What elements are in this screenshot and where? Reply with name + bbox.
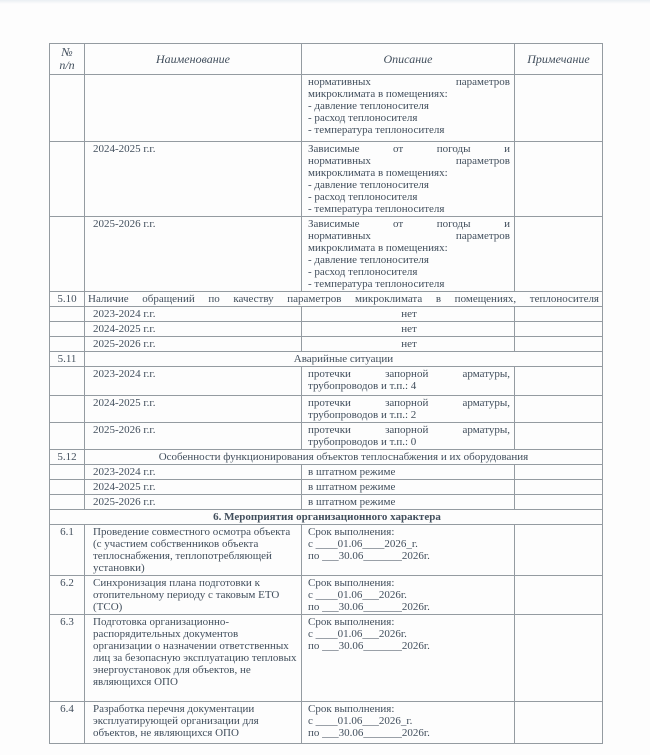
num-cell-empty [50,142,85,217]
section-number: 5.11 [50,352,85,367]
section-510-title-row [50,292,603,307]
description-line: микроклимата в помещениях: [308,88,448,100]
note-cell-empty [515,367,603,396]
item-number: 6.1 [50,525,85,576]
description-line: протечки запорной арматуры, [308,368,510,380]
table-row-2025-2026 [50,217,603,292]
table-row [50,495,603,510]
table-row-6-3 [50,615,603,702]
item-number: 6.4 [50,702,85,744]
name-cell-empty [85,75,302,142]
section-title: Особенности функционирования объектов теплоснабжения и их оборудования [85,450,603,465]
description-cell [302,702,515,744]
table-row [50,367,603,396]
year-cell: 2025-2026 г.г. [85,337,302,352]
description-line: - температура теплоносителя [308,124,445,136]
num-cell-empty [50,75,85,142]
item-name-cell: Подготовка организационно-распорядительных документов организации о назначении ответственных лиц за безопасную эксплуатацию тепловых энергоустановок для объектов, не являющихся ОПО [85,615,302,702]
table-row-6-4 [50,702,603,744]
table-row [50,423,603,450]
term-from: с ____01.06___2026_г. [308,715,413,727]
term-label: Срок выполнения: [308,577,395,589]
note-cell-empty [515,525,603,576]
table-row [50,480,603,495]
description-cell [302,423,515,450]
term-to: по ___30.06_______2026г. [308,601,430,613]
description-line: Зависимые от погоды и [308,143,510,155]
description-line: - расход теплоносителя [308,112,418,124]
year-cell: 2024-2025 г.г. [85,322,302,337]
section-6-heading-row [50,510,603,525]
term-label: Срок выполнения: [308,526,395,538]
description-line: микроклимата в помещениях: [308,167,448,179]
note-cell-empty [515,576,603,615]
num-cell-empty [50,480,85,495]
description-line: микроклимата в помещениях: [308,242,448,254]
year-cell: 2025-2026 г.г. [85,495,302,510]
term-to: по ___30.06_______2026г. [308,727,430,739]
note-cell-empty [515,702,603,744]
term-from: с ____01.06___2026г. [308,628,407,640]
item-name-cell: Проведение совместного осмотра объекта (с участием собственников объекта теплоснабжения, теплопотребляющей установки) [85,525,302,576]
description-line: протечки запорной арматуры, [308,424,510,436]
value-cell: нет [302,337,515,352]
description-line: - давление теплоносителя [308,100,429,112]
table-row [50,465,603,480]
note-cell-empty [515,396,603,423]
description-cell [302,367,515,396]
table-header-row [50,44,603,75]
description-cell [302,142,515,217]
header-num-cell [50,44,85,75]
value-cell: нет [302,322,515,337]
num-cell-empty [50,217,85,292]
year-cell: 2025-2026 г.г. [85,423,302,450]
num-cell-empty [50,337,85,352]
heat-supply-readiness-table [49,43,603,744]
section-title: Аварийные ситуации [85,352,603,367]
description-line: - температура теплоносителя [308,203,445,215]
year-cell: 2023-2024 г.г. [85,307,302,322]
section-511-title-row [50,352,603,367]
description-line: - расход теплоносителя [308,191,418,203]
description-cell [302,576,515,615]
value-cell: в штатном режиме [302,480,515,495]
description-line: нормативных параметров [308,155,510,167]
year-cell: 2024-2025 г.г. [85,480,302,495]
note-cell-empty [515,495,603,510]
item-number: 6.2 [50,576,85,615]
note-cell-empty [515,75,603,142]
section-heading: 6. Мероприятия организационного характера [50,510,603,525]
continuation-row [50,75,603,142]
description-line: трубопроводов и т.п.: 2 [308,409,417,421]
description-line: - давление теплоносителя [308,179,429,191]
table-row-6-1 [50,525,603,576]
year-cell: 2023-2024 г.г. [85,465,302,480]
value-cell: нет [302,307,515,322]
value-cell: в штатном режиме [302,465,515,480]
num-cell-empty [50,367,85,396]
section-number: 5.12 [50,450,85,465]
description-line: трубопроводов и т.п.: 0 [308,436,417,448]
note-cell-empty [515,142,603,217]
note-cell-empty [515,337,603,352]
year-cell: 2023-2024 г.г. [85,367,302,396]
num-cell-empty [50,307,85,322]
description-line: - расход теплоносителя [308,266,418,278]
term-from: с ____01.06____2026_г. [308,538,418,550]
num-cell-empty [50,423,85,450]
term-label: Срок выполнения: [308,616,395,628]
section-title: Наличие обращений по качеству параметров микроклимата в помещениях, теплоносителя [85,292,603,307]
section-number: 5.10 [50,292,85,307]
header-name-cell: Наименование [85,44,302,75]
item-number: 6.3 [50,615,85,702]
description-line: трубопроводов и т.п.: 4 [308,380,417,392]
note-cell-empty [515,615,603,702]
term-to: по ___30.06_______2026г. [308,550,430,562]
section-512-title-row [50,450,603,465]
year-cell: 2024-2025 г.г. [85,142,302,217]
header-note-cell: Примечание [515,44,603,75]
description-line: протечки запорной арматуры, [308,397,510,409]
table-row [50,396,603,423]
note-cell-empty [515,217,603,292]
table-row-6-2 [50,576,603,615]
description-cell [302,217,515,292]
header-num-bottom: п/п [59,58,75,72]
description-cell [302,525,515,576]
table-row [50,337,603,352]
description-cell [302,396,515,423]
num-cell-empty [50,465,85,480]
description-cell [302,615,515,702]
header-description-cell: Описание [302,44,515,75]
header-num-top: № [61,45,73,59]
term-label: Срок выполнения: [308,703,395,715]
num-cell-empty [50,322,85,337]
table-row-2024-2025 [50,142,603,217]
note-cell-empty [515,480,603,495]
description-cell [302,75,515,142]
description-line: - температура теплоносителя [308,278,445,290]
value-cell: в штатном режиме [302,495,515,510]
description-line: нормативных параметров [308,230,510,242]
year-cell: 2024-2025 г.г. [85,396,302,423]
document-page [0,4,650,755]
year-cell: 2025-2026 г.г. [85,217,302,292]
term-to: по ___30.06_______2026г. [308,640,430,652]
note-cell-empty [515,322,603,337]
table-row [50,307,603,322]
num-cell-empty [50,396,85,423]
item-name-cell: Разработка перечня документации эксплуатирующей организации для объектов, не являющихся ОПО [85,702,302,744]
description-line: нормативных параметров [308,76,510,88]
term-from: с ____01.06___2026г. [308,589,407,601]
item-name-cell: Синхронизация плана подготовки к отопительному периоду с таковым ЕТО (ТСО) [85,576,302,615]
num-cell-empty [50,495,85,510]
table-row [50,322,603,337]
note-cell-empty [515,307,603,322]
description-line: - давление теплоносителя [308,254,429,266]
description-line: Зависимые от погоды и [308,218,510,230]
note-cell-empty [515,423,603,450]
note-cell-empty [515,465,603,480]
